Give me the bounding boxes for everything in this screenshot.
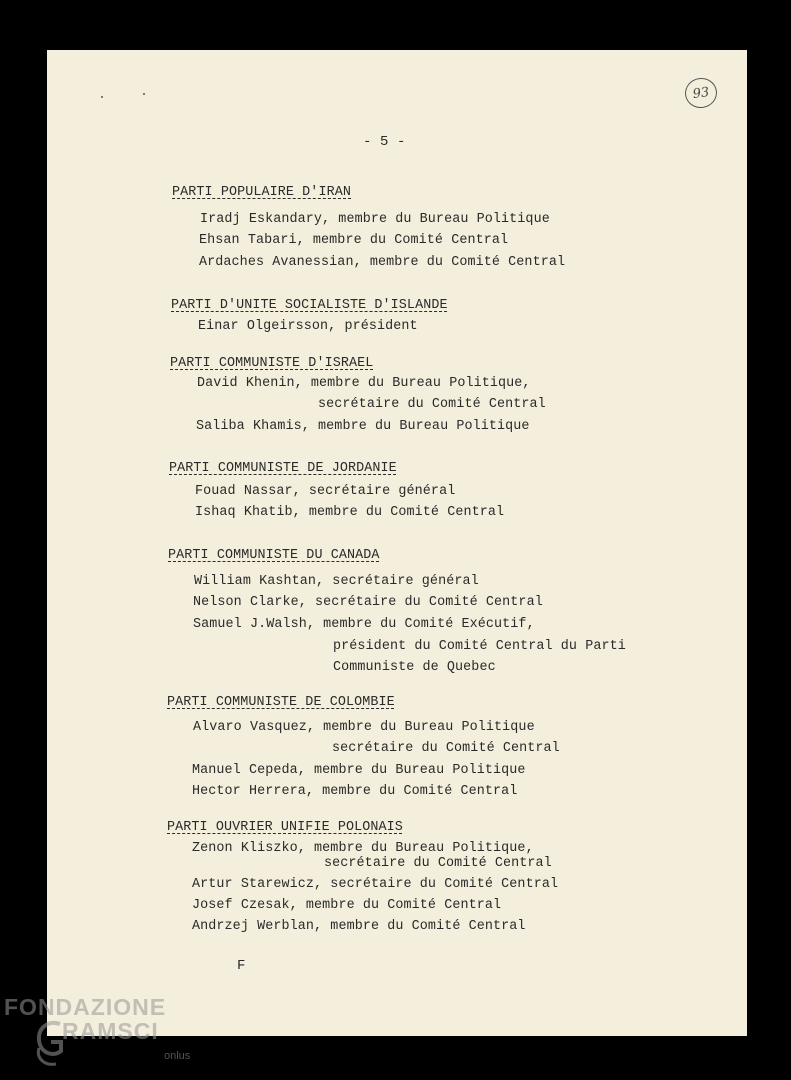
- member-line: Saliba Khamis, membre du Bureau Politique: [196, 419, 530, 434]
- member-line-continued: secrétaire du Comité Central: [324, 856, 552, 871]
- page-number: - 5 -: [363, 134, 406, 150]
- member-line: Ardaches Avanessian, membre du Comité Central: [199, 255, 566, 270]
- folio-number-stamp: 93: [683, 76, 719, 110]
- watermark-line-1: FONDAZIONE: [4, 994, 167, 1020]
- member-line: Zenon Kliszko, membre du Bureau Politique,: [192, 841, 534, 856]
- member-line: Iradj Eskandary, membre du Bureau Politique: [200, 212, 550, 227]
- member-line: Josef Czesak, membre du Comité Central: [192, 898, 502, 913]
- section-heading-poland: PARTI OUVRIER UNIFIE POLONAIS: [167, 820, 403, 835]
- member-line: Fouad Nassar, secrétaire général: [195, 484, 456, 499]
- typewritten-page: [47, 50, 747, 1036]
- archive-watermark: [4, 990, 204, 1070]
- member-line: Alvaro Vasquez, membre du Bureau Politique: [193, 720, 535, 735]
- member-line: Manuel Cepeda, membre du Bureau Politique: [192, 763, 526, 778]
- speck: [101, 96, 103, 98]
- member-line: Nelson Clarke, secrétaire du Comité Central: [193, 595, 543, 610]
- member-line: David Khenin, membre du Bureau Politique,: [197, 376, 531, 391]
- member-line: Samuel J.Walsh, membre du Comité Exécutif,: [193, 617, 535, 632]
- member-line: Einar Olgeirsson, président: [198, 319, 418, 334]
- watermark-suffix: onlus: [164, 1050, 191, 1062]
- speck: [143, 93, 145, 95]
- section-heading-iran: PARTI POPULAIRE D'IRAN: [172, 185, 351, 200]
- section-heading-colombia: PARTI COMMUNISTE DE COLOMBIE: [167, 695, 395, 710]
- section-heading-israel: PARTI COMMUNISTE D'ISRAEL: [170, 356, 374, 371]
- section-heading-jordan: PARTI COMMUNISTE DE JORDANIE: [169, 461, 397, 476]
- member-line-continued: secrétaire du Comité Central: [318, 397, 546, 412]
- member-line: William Kashtan, secrétaire général: [194, 574, 479, 589]
- member-line: Andrzej Werblan, membre du Comité Central: [192, 919, 526, 934]
- member-line: Artur Starewicz, secrétaire du Comité Central: [192, 877, 559, 892]
- member-line: Hector Herrera, membre du Comité Central: [192, 784, 518, 799]
- member-line-continued: président du Comité Central du Parti: [333, 639, 626, 654]
- footer-mark: F: [237, 958, 246, 974]
- member-line: Ishaq Khatib, membre du Comité Central: [195, 505, 505, 520]
- section-heading-iceland: PARTI D'UNITE SOCIALISTE D'ISLANDE: [171, 298, 448, 313]
- member-line-continued: Communiste de Quebec: [333, 660, 496, 675]
- member-line: Ehsan Tabari, membre du Comité Central: [199, 233, 509, 248]
- watermark-line-2: RAMSCI: [62, 1018, 159, 1044]
- member-line-continued: secrétaire du Comité Central: [332, 741, 560, 756]
- section-heading-canada: PARTI COMMUNISTE DU CANADA: [168, 548, 380, 563]
